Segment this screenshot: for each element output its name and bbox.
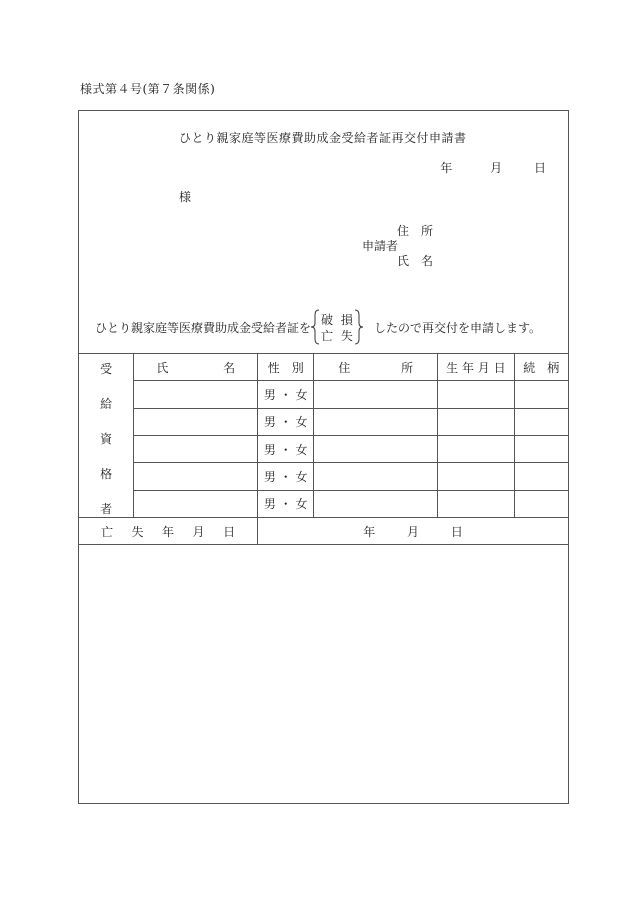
reason-option-damage: 破 損 bbox=[321, 313, 355, 327]
relation-cell[interactable] bbox=[514, 435, 568, 462]
header-name-char: 氏 bbox=[156, 360, 169, 375]
name-cell[interactable] bbox=[134, 490, 258, 517]
table-row bbox=[79, 463, 569, 490]
side-char: 者 bbox=[100, 502, 113, 516]
sex-cell[interactable]: 男 ・ 女 bbox=[258, 435, 314, 462]
applicant-name-label: 氏 名 bbox=[397, 254, 434, 268]
header-address-char: 所 bbox=[401, 360, 414, 375]
loss-date-row bbox=[79, 518, 569, 545]
table-header-row bbox=[79, 354, 569, 381]
header-name bbox=[134, 354, 258, 381]
side-char: 受 bbox=[100, 362, 113, 376]
header-sex: 性 別 bbox=[258, 354, 314, 381]
eligible-person-side-label bbox=[79, 354, 134, 518]
relation-cell[interactable] bbox=[514, 490, 568, 517]
date-day-label: 日 bbox=[533, 161, 546, 175]
header-relation: 続 柄 bbox=[514, 354, 568, 381]
address-cell[interactable] bbox=[314, 463, 438, 490]
dob-cell[interactable] bbox=[438, 490, 514, 517]
dob-cell[interactable] bbox=[438, 435, 514, 462]
side-char: 給 bbox=[100, 397, 113, 411]
sex-cell[interactable]: 男 ・ 女 bbox=[258, 463, 314, 490]
side-char: 資 bbox=[100, 432, 113, 446]
relation-cell[interactable] bbox=[514, 463, 568, 490]
header-address bbox=[314, 354, 438, 381]
reason-suffix: したので再交付を申請します。 bbox=[374, 321, 542, 335]
loss-date-label bbox=[79, 518, 258, 545]
sex-cell[interactable]: 男 ・ 女 bbox=[258, 381, 314, 408]
date-month-label: 月 bbox=[490, 161, 503, 175]
application-form-frame bbox=[78, 110, 569, 804]
table-row bbox=[79, 408, 569, 435]
loss-date-value[interactable] bbox=[258, 518, 569, 545]
beneficiary-table bbox=[78, 353, 569, 545]
side-char: 格 bbox=[100, 467, 113, 481]
application-date bbox=[436, 159, 546, 176]
reason-prefix: ひとり親家庭等医療費助成金受給者証を bbox=[95, 321, 312, 335]
form-number: 様式第４号(第７条関係) bbox=[80, 82, 216, 96]
applicant-label: 申請者 bbox=[362, 239, 399, 253]
name-cell[interactable] bbox=[134, 408, 258, 435]
header-name-char: 名 bbox=[223, 360, 236, 375]
applicant-address-label: 住 所 bbox=[397, 224, 434, 238]
header-address-char: 住 bbox=[338, 360, 351, 375]
address-cell[interactable] bbox=[314, 408, 438, 435]
name-cell[interactable] bbox=[134, 381, 258, 408]
header-dob: 生 年 月 日 bbox=[438, 354, 514, 381]
dob-cell[interactable] bbox=[438, 408, 514, 435]
table-row bbox=[79, 490, 569, 517]
addressee-suffix: 様 bbox=[179, 190, 192, 204]
loss-month-label: 月 bbox=[407, 524, 420, 539]
reason-option-loss: 亡 失 bbox=[321, 329, 355, 343]
loss-day-label: 日 bbox=[450, 524, 463, 539]
loss-label-char: 失 bbox=[131, 524, 144, 539]
name-cell[interactable] bbox=[134, 435, 258, 462]
table-row bbox=[79, 435, 569, 462]
address-cell[interactable] bbox=[314, 381, 438, 408]
loss-label-char: 日 bbox=[223, 524, 236, 539]
loss-label-char: 亡 bbox=[101, 524, 114, 539]
sex-cell[interactable]: 男 ・ 女 bbox=[258, 490, 314, 517]
relation-cell[interactable] bbox=[514, 408, 568, 435]
sex-cell[interactable]: 男 ・ 女 bbox=[258, 408, 314, 435]
loss-year-label: 年 bbox=[363, 524, 376, 539]
dob-cell[interactable] bbox=[438, 381, 514, 408]
loss-label-char: 月 bbox=[192, 524, 205, 539]
loss-label-char: 年 bbox=[162, 524, 175, 539]
table-row bbox=[79, 381, 569, 408]
address-cell[interactable] bbox=[314, 490, 438, 517]
reason-options bbox=[311, 309, 363, 345]
address-cell[interactable] bbox=[314, 435, 438, 462]
relation-cell[interactable] bbox=[514, 381, 568, 408]
dob-cell[interactable] bbox=[438, 463, 514, 490]
date-year-label: 年 bbox=[440, 161, 453, 175]
name-cell[interactable] bbox=[134, 463, 258, 490]
form-title: ひとり親家庭等医療費助成金受給者証再交付申請書 bbox=[179, 131, 467, 145]
